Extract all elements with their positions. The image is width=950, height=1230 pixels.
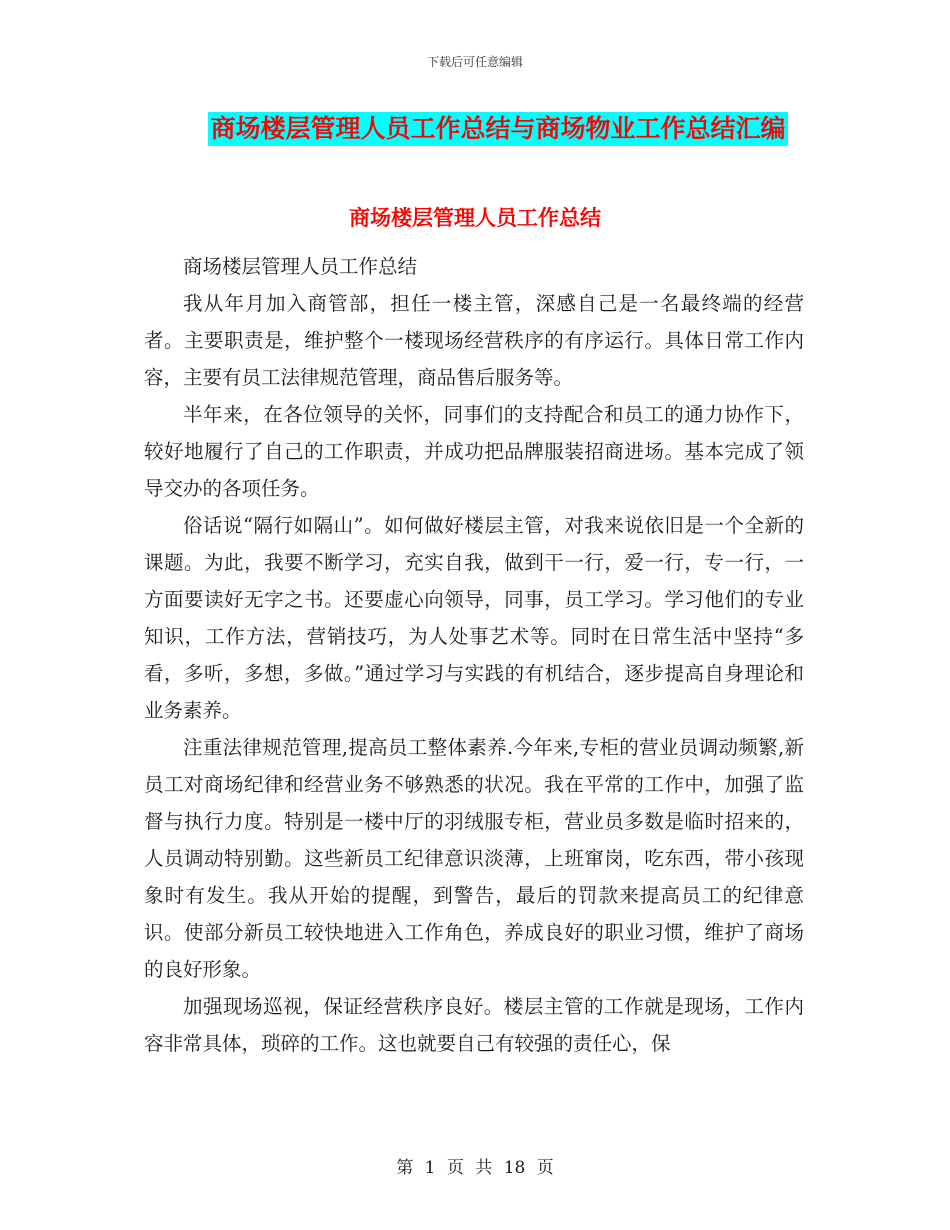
paragraph: 半年来，在各位领导的关怀，同事们的支持配合和员工的通力协作下，较好地履行了自己的工作职责，并成功把品牌服装招商进场。基本完成了领导交办的各项任务。	[144, 403, 804, 500]
page-footer: 第 1 页 共 18 页	[396, 1158, 554, 1178]
paragraph: 加强现场巡视，保证经营秩序良好。楼层主管的工作就是现场，工作内容非常具体，琐碎的工作。这也就要自己有较强的责任心，保	[144, 995, 804, 1055]
main-title-container	[0, 112, 950, 146]
body-text	[144, 248, 804, 1062]
paragraph: 商场楼层管理人员工作总结	[183, 255, 418, 278]
paragraph: 注重法律规范管理,提高员工整体素养.今年来,专柜的营业员调动频繁,新员工对商场纪律和经营业务不够熟悉的状况。我在平常的工作中，加强了监督与执行力度。特别是一楼中厅的羽绒服专柜，营业员多数是临时招来的，人员调动特别勤。这些新员工纪律意识淡薄，上班窜岗，吃东西，带小孩现象时有发生。我从开始的提醒，到警告，最后的罚款来提高员工的纪律意识。使部分新员工较快地进入工作角色，养成良好的职业习惯，维护了商场的良好形象。	[144, 736, 804, 981]
header-note: 下载后可任意编辑	[426, 55, 523, 69]
section-title: 商场楼层管理人员工作总结	[349, 206, 601, 230]
paragraph: 俗话说“隔行如隔山”。如何做好楼层主管，对我来说依旧是一个全新的课题。为此，我要不断学习，充实自我，做到干一行，爱一行，专一行，一方面要读好无字之书。还要虚心向领导，同事，员工学习。学习他们的专业知识，工作方法，营销技巧，为人处事艺术等。同时在日常生活中坚持“多看，多听，多想，多做。”通过学习与实践的有机结合，逐步提高自身理论和业务素养。	[144, 514, 804, 722]
paragraph: 我从年月加入商管部，担任一楼主管，深感自己是一名最终端的经营者。主要职责是，维护整个一楼现场经营秩序的有序运行。具体日常工作内容，主要有员工法律规范管理，商品售后服务等。	[144, 292, 804, 389]
main-title: 商场楼层管理人员工作总结与商场物业工作总结汇编	[208, 112, 787, 146]
